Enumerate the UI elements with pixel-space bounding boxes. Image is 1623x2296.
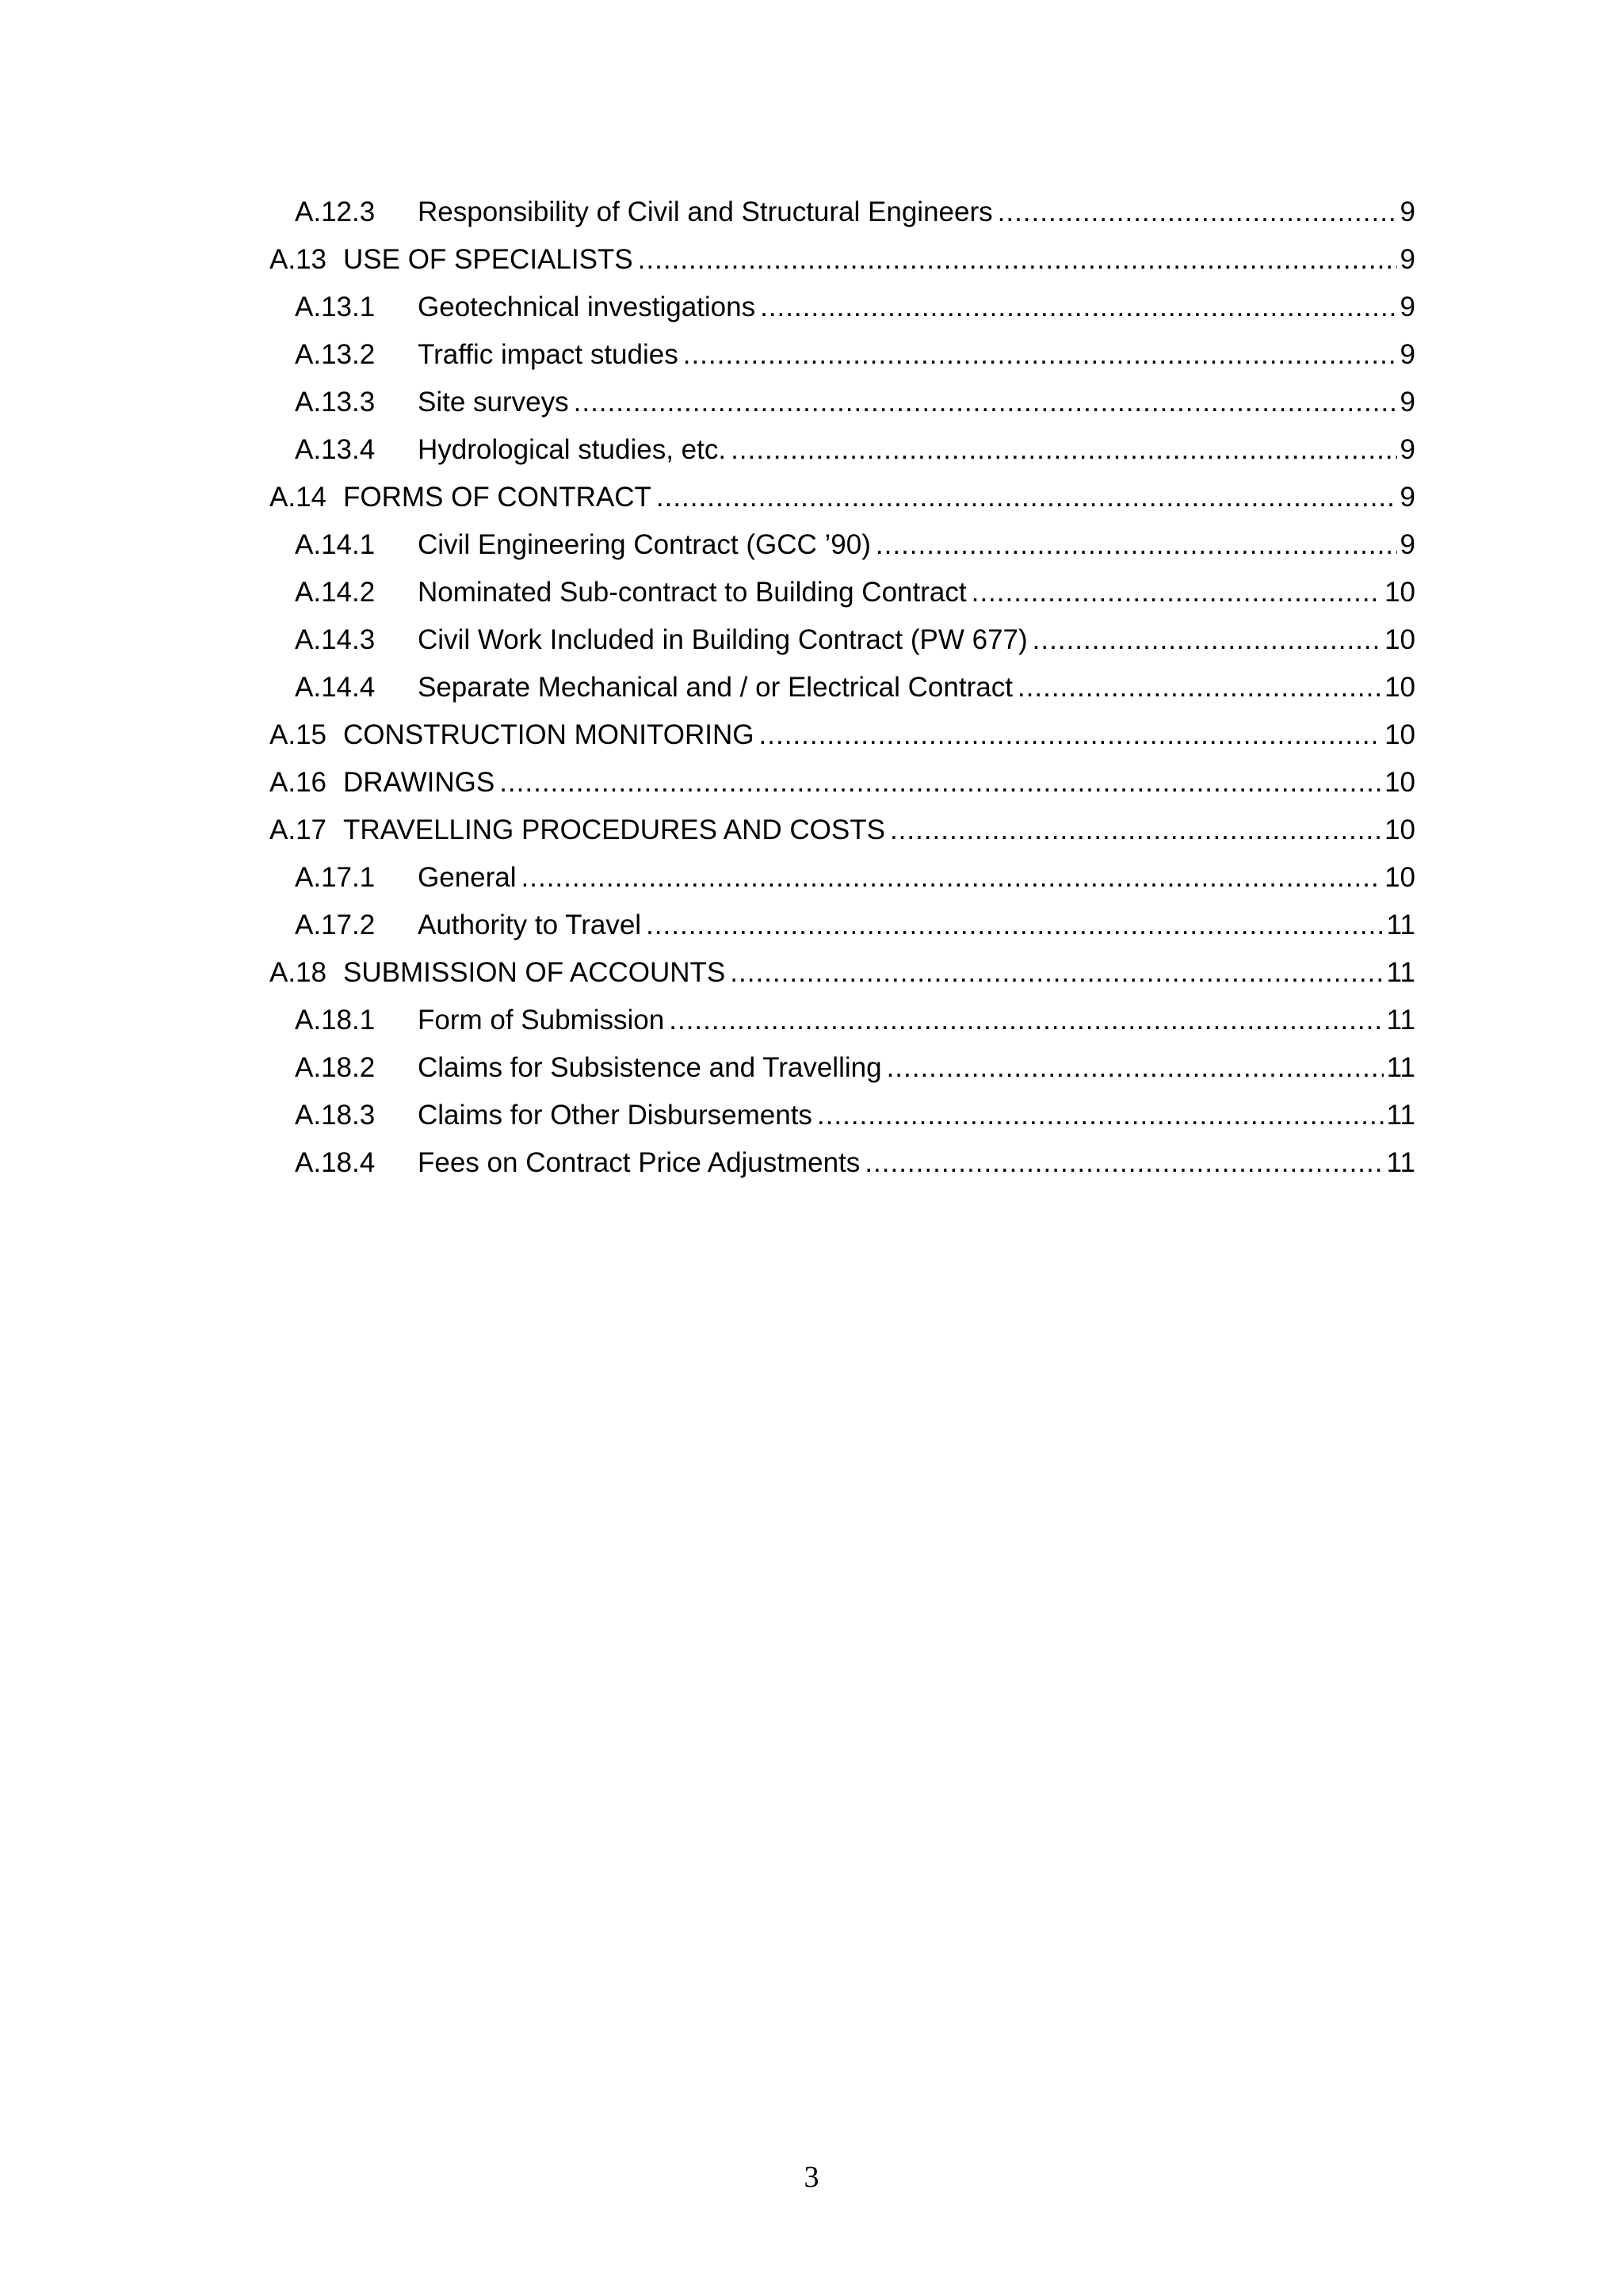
- toc-entry-number: A.16: [269, 767, 327, 798]
- toc-entry[interactable]: [295, 1092, 1415, 1139]
- toc-entry-title: CONSTRUCTION MONITORING: [343, 719, 754, 750]
- page-number: 3: [804, 2161, 819, 2194]
- toc-entry-number: A.14.1: [295, 529, 376, 560]
- toc-entry[interactable]: [295, 616, 1415, 664]
- toc-dot-leader: [865, 1139, 1383, 1187]
- toc-entry-number: A.13.2: [295, 339, 376, 370]
- toc-dot-leader: [1033, 616, 1381, 664]
- toc-entry[interactable]: [269, 759, 1415, 807]
- toc-dot-leader: [972, 569, 1381, 616]
- toc-entry[interactable]: [269, 807, 1415, 854]
- toc-entry[interactable]: [295, 854, 1415, 902]
- toc-entry[interactable]: [295, 284, 1415, 331]
- toc-entry[interactable]: [269, 949, 1415, 997]
- toc-entry-page: 9: [1400, 482, 1415, 513]
- toc-dot-leader: [499, 759, 1381, 807]
- toc-entry-number: A.17: [269, 814, 327, 845]
- toc-entry-number: A.15: [269, 719, 327, 750]
- toc-entry-page: 11: [1386, 1052, 1415, 1083]
- toc-dot-leader: [1018, 664, 1381, 711]
- toc-entry-number: A.18.3: [295, 1100, 376, 1131]
- toc-entry[interactable]: [295, 664, 1415, 711]
- toc-dot-leader: [998, 189, 1397, 236]
- toc-entry-page: 9: [1400, 434, 1415, 465]
- toc-entry-page: 9: [1400, 244, 1415, 275]
- toc-entry-page: 9: [1400, 339, 1415, 370]
- toc-entry-number: A.18.1: [295, 1005, 376, 1035]
- toc-entry[interactable]: [295, 521, 1415, 569]
- toc-entry-number: A.18.2: [295, 1052, 376, 1083]
- toc-entry-title: General: [418, 862, 517, 893]
- toc-entry[interactable]: [295, 997, 1415, 1044]
- toc-dot-leader: [683, 331, 1397, 379]
- toc-entry[interactable]: [295, 426, 1415, 474]
- toc-entry-number: A.14: [269, 482, 327, 513]
- toc-entry-page: 11: [1386, 1005, 1415, 1035]
- toc-dot-leader: [646, 902, 1384, 949]
- toc-entry-number: A.13.4: [295, 434, 376, 465]
- toc-dot-leader: [656, 474, 1397, 521]
- toc-entry-page: 9: [1400, 387, 1415, 418]
- toc-entry-page: 11: [1386, 910, 1415, 940]
- toc-entry-page: 11: [1386, 1100, 1415, 1131]
- toc-entry-page: 10: [1384, 577, 1415, 608]
- toc-dot-leader: [730, 949, 1383, 997]
- toc-entry[interactable]: [295, 1139, 1415, 1187]
- toc-entry-title: DRAWINGS: [343, 767, 495, 798]
- toc-entry-title: Form of Submission: [418, 1005, 665, 1035]
- toc-entry-page: 10: [1384, 814, 1415, 845]
- toc-entry-title: Site surveys: [418, 387, 569, 418]
- toc-dot-leader: [731, 426, 1396, 474]
- toc-dot-leader: [817, 1092, 1384, 1139]
- toc-entry-number: A.17.2: [295, 910, 376, 940]
- toc-dot-leader: [574, 379, 1397, 426]
- toc-entry-title: Authority to Travel: [418, 910, 642, 940]
- toc-entry-title: Civil Engineering Contract (GCC ’90): [418, 529, 871, 560]
- toc-entry-page: 10: [1384, 719, 1415, 750]
- toc-entry-title: Civil Work Included in Building Contract (PW 677): [418, 624, 1028, 655]
- toc-entry-title: Claims for Subsistence and Travelling: [418, 1052, 882, 1083]
- toc-entry-number: A.13.3: [295, 387, 376, 418]
- toc-entry[interactable]: [295, 331, 1415, 379]
- toc-entry-page: 9: [1400, 529, 1415, 560]
- toc-entry-title: Fees on Contract Price Adjustments: [418, 1147, 861, 1178]
- toc-entry-number: A.14.4: [295, 672, 376, 703]
- toc-entry[interactable]: [295, 189, 1415, 236]
- toc-entry-number: A.18: [269, 957, 327, 988]
- toc-dot-leader: [638, 236, 1397, 284]
- toc-entry-title: Traffic impact studies: [418, 339, 678, 370]
- toc-entry-title: Nominated Sub-contract to Building Contract: [418, 577, 967, 608]
- toc-entry[interactable]: [295, 1044, 1415, 1092]
- toc-entry-number: A.18.4: [295, 1147, 376, 1178]
- toc-entry[interactable]: [295, 379, 1415, 426]
- toc-entry-page: 10: [1384, 862, 1415, 893]
- toc-dot-leader: [890, 807, 1381, 854]
- toc-dot-leader: [669, 997, 1383, 1044]
- toc-entry-title: Separate Mechanical and / or Electrical Contract: [418, 672, 1013, 703]
- toc-entry-title: Hydrological studies, etc.: [418, 434, 727, 465]
- toc-entry-title: SUBMISSION OF ACCOUNTS: [343, 957, 726, 988]
- toc-dot-leader: [760, 284, 1396, 331]
- toc-entry[interactable]: [295, 902, 1415, 949]
- toc-entry-page: 9: [1400, 196, 1415, 227]
- toc-dot-leader: [887, 1044, 1384, 1092]
- toc-entry-page: 11: [1386, 957, 1415, 988]
- toc-entry-page: 10: [1384, 767, 1415, 798]
- toc-entry-number: A.14.2: [295, 577, 376, 608]
- toc-entry-title: FORMS OF CONTRACT: [343, 482, 651, 513]
- toc-entry-title: Geotechnical investigations: [418, 292, 756, 322]
- toc-entry-title: Claims for Other Disbursements: [418, 1100, 812, 1131]
- toc-entry-page: 11: [1386, 1147, 1415, 1178]
- toc-entry-page: 10: [1384, 624, 1415, 655]
- toc-entry-title: TRAVELLING PROCEDURES AND COSTS: [343, 814, 885, 845]
- toc-entry-number: A.12.3: [295, 196, 376, 227]
- toc-entry[interactable]: [269, 474, 1415, 521]
- toc-entry-number: A.13: [269, 244, 327, 275]
- toc-dot-leader: [876, 521, 1397, 569]
- toc-entry-page: 9: [1400, 292, 1415, 322]
- toc-entry[interactable]: [295, 569, 1415, 616]
- toc-entry-title: USE OF SPECIALISTS: [343, 244, 633, 275]
- toc-entry-number: A.17.1: [295, 862, 376, 893]
- toc-entry-page: 10: [1384, 672, 1415, 703]
- toc-entry[interactable]: [269, 711, 1415, 759]
- toc-entry[interactable]: [269, 236, 1415, 284]
- toc-entry-number: A.14.3: [295, 624, 376, 655]
- toc-entry-number: A.13.1: [295, 292, 376, 322]
- toc-dot-leader: [521, 854, 1382, 902]
- toc-dot-leader: [759, 711, 1382, 759]
- toc-entry-title: Responsibility of Civil and Structural Engineers: [418, 196, 993, 227]
